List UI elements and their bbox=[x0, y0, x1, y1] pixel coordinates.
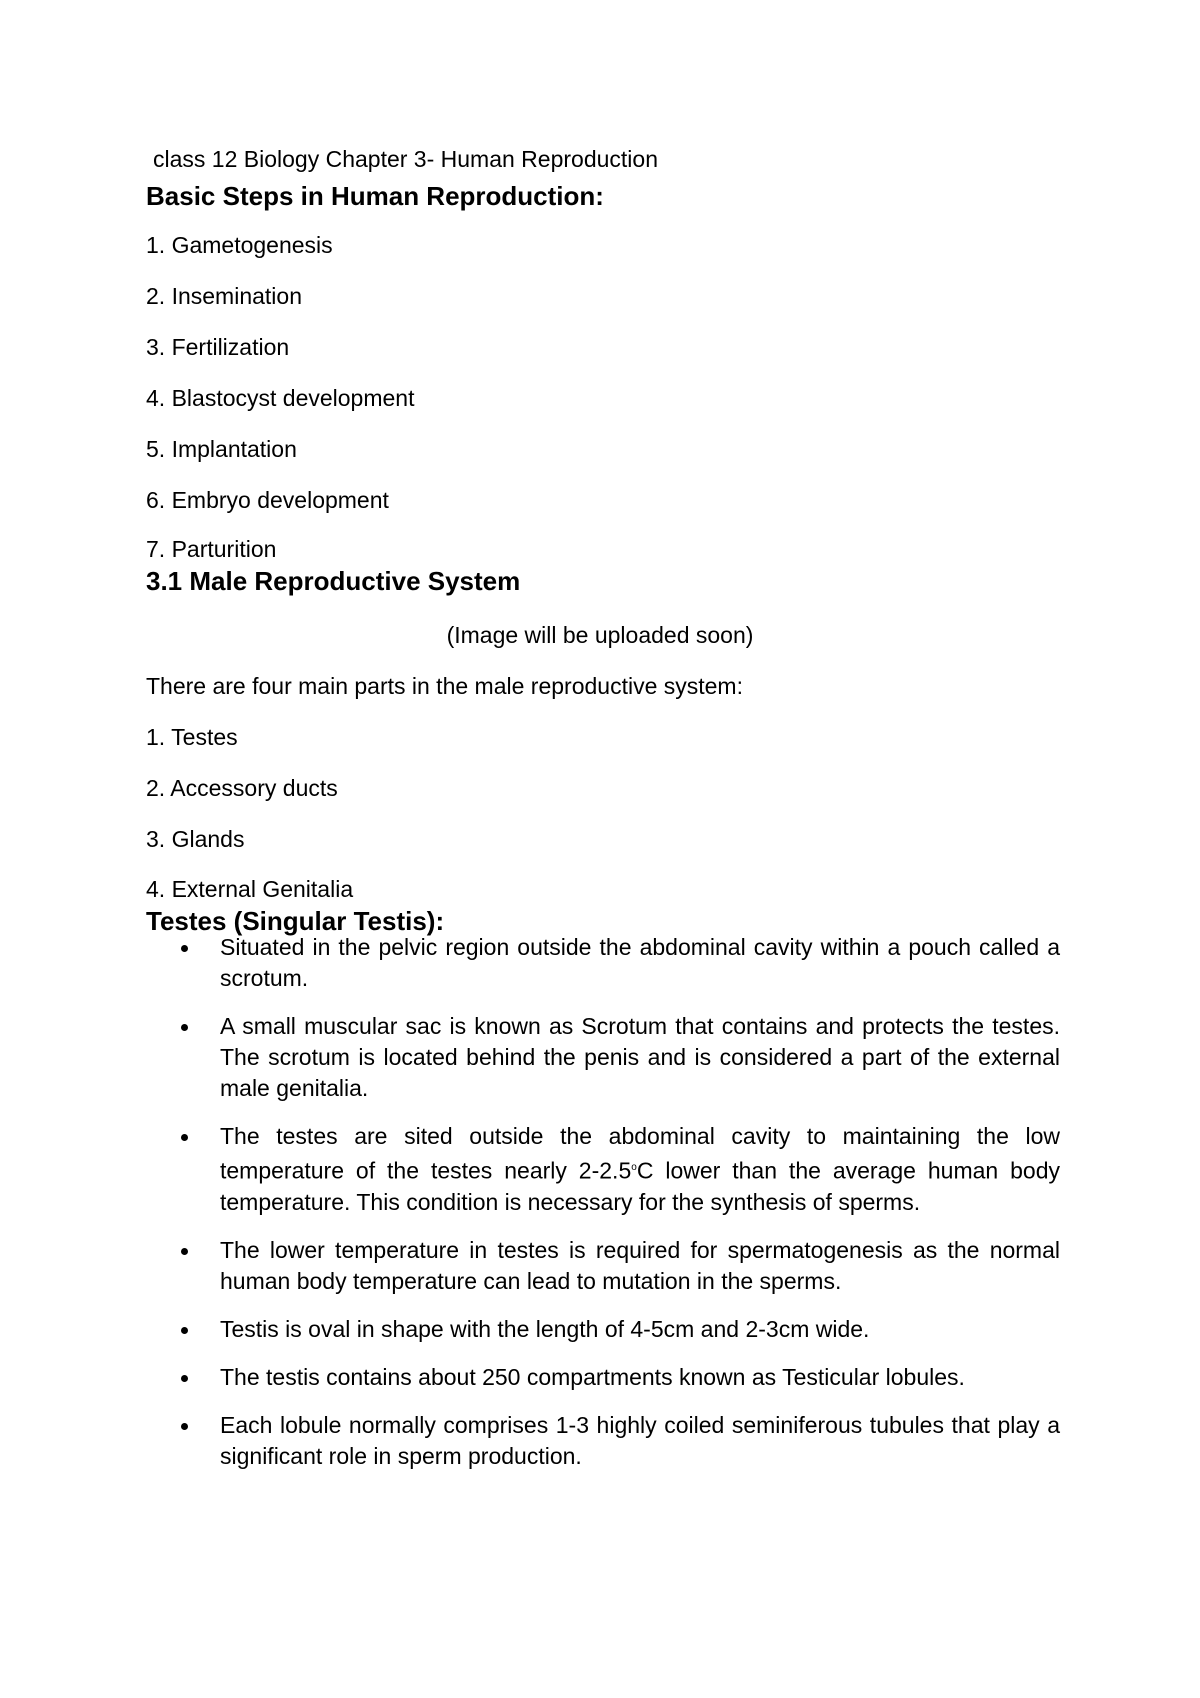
bullet-text: Each lobule normally comprises 1-3 highly coiled seminiferous tubules that play a significant role in sperm production. bbox=[220, 1411, 1060, 1469]
bullet-dot-icon bbox=[181, 1327, 188, 1334]
bullet-text: Situated in the pelvic region outside the abdominal cavity within a pouch called a scrotum. bbox=[220, 934, 1060, 991]
bullet-text: A small muscular sac is known as Scrotum that contains and protects the testes. The scrotum is located behind the penis and is considered a part of the external male genitalia. bbox=[220, 1013, 1060, 1101]
bullet-dot-icon bbox=[181, 1423, 188, 1430]
list-item: 3. Glands bbox=[146, 826, 245, 852]
bullet-item bbox=[178, 1235, 1060, 1297]
list-item: 1. Gametogenesis bbox=[146, 232, 333, 258]
bullet-text: Testis is oval in shape with the length of 4-5cm and 2-3cm wide. bbox=[220, 1315, 870, 1342]
degree-superscript: o bbox=[631, 1162, 637, 1173]
heading-male-reproductive-system: 3.1 Male Reproductive System bbox=[146, 566, 521, 596]
bullet-text: The testes are sited outside the abdominal cavity to maintaining the low temperature of the testes nearly 2-2.5 bbox=[220, 1123, 1060, 1184]
bullet-dot-icon bbox=[181, 945, 188, 952]
bullet-text: The testis contains about 250 compartments known as Testicular lobules. bbox=[220, 1363, 965, 1390]
list-item: 2. Accessory ducts bbox=[146, 775, 338, 801]
bullet-item bbox=[178, 1314, 1060, 1345]
list-item: 6. Embryo development bbox=[146, 487, 389, 513]
bullet-dot-icon bbox=[181, 1248, 188, 1255]
image-placeholder-text: (Image will be uploaded soon) bbox=[446, 622, 754, 648]
bullet-item bbox=[178, 1362, 1060, 1393]
bullet-dot-icon bbox=[181, 1375, 188, 1382]
intro-paragraph: There are four main parts in the male reproductive system: bbox=[146, 673, 743, 699]
list-item: 4. Blastocyst development bbox=[146, 385, 415, 411]
bullet-dot-icon bbox=[181, 1134, 188, 1141]
bullet-item bbox=[178, 1011, 1060, 1104]
testes-bullet-list bbox=[178, 932, 1060, 1489]
document-subtitle: class 12 Biology Chapter 3- Human Reproduction bbox=[153, 146, 658, 172]
bullet-item bbox=[178, 932, 1060, 994]
heading-basic-steps: Basic Steps in Human Reproduction: bbox=[146, 181, 604, 211]
list-item: 4. External Genitalia bbox=[146, 876, 354, 902]
bullet-text: The lower temperature in testes is required for spermatogenesis as the normal human body temperature can lead to mutation in the sperms. bbox=[220, 1236, 1060, 1294]
list-item: 1. Testes bbox=[146, 724, 238, 750]
list-item: 3. Fertilization bbox=[146, 334, 290, 360]
bullet-dot-icon bbox=[181, 1024, 188, 1031]
list-item: 5. Implantation bbox=[146, 436, 297, 462]
list-item: 7. Parturition bbox=[146, 536, 277, 562]
bullet-item bbox=[178, 1121, 1060, 1218]
heading-testes: Testes (Singular Testis): bbox=[146, 906, 445, 936]
list-item: 2. Insemination bbox=[146, 283, 302, 309]
bullet-text-continued: C lower than the average human body temperature. This condition is necessary for the synthesis of sperms. bbox=[220, 1157, 1061, 1215]
bullet-item bbox=[178, 1410, 1060, 1472]
